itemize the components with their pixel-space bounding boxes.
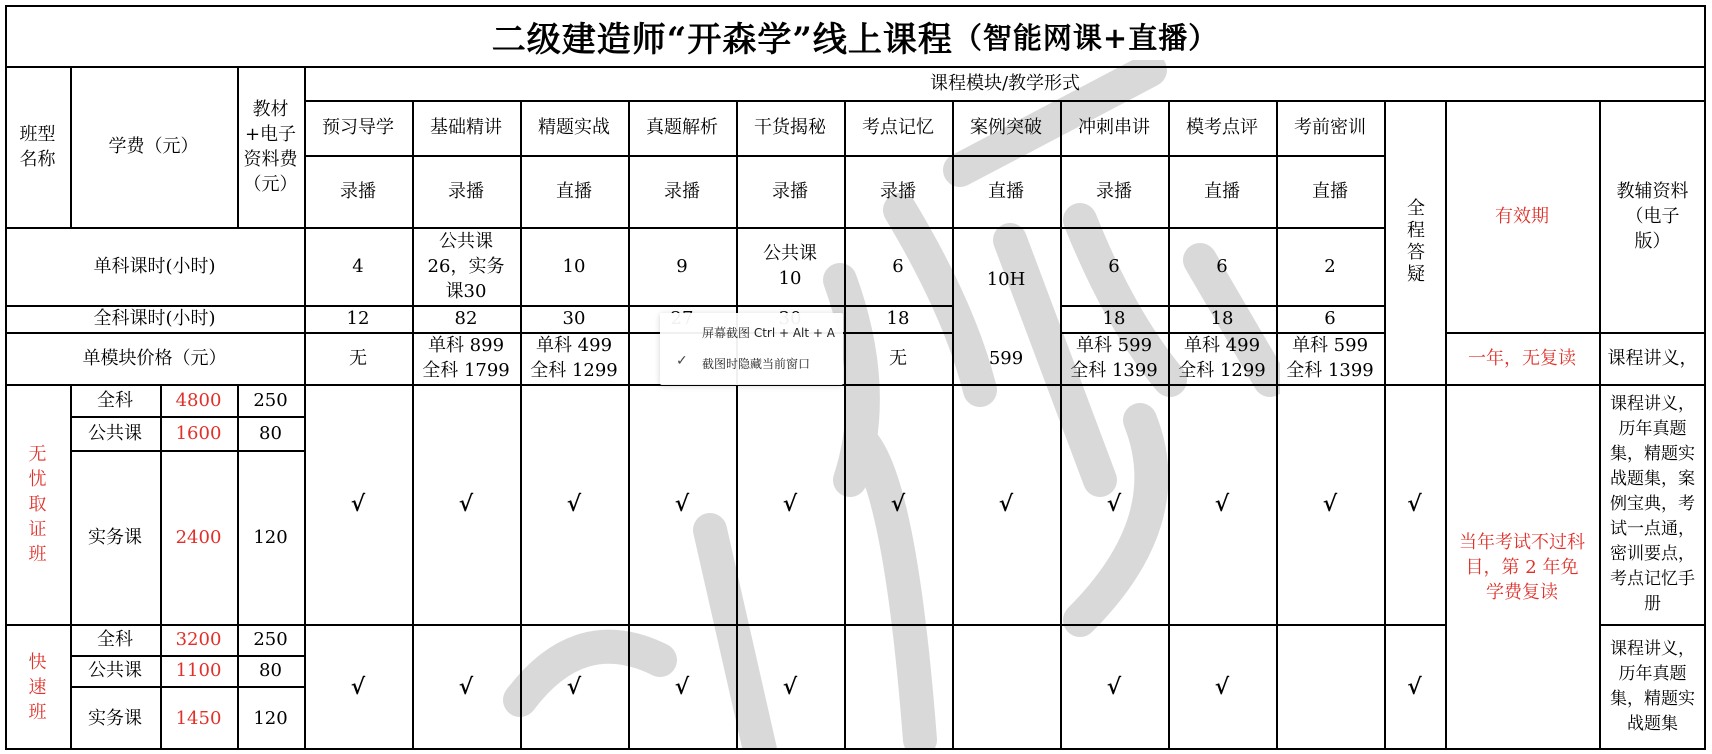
page-title-main: 二级建造师“开森学”线上课程 xyxy=(491,19,953,60)
module-form-3: 录播 xyxy=(664,180,700,202)
module-price-7 xyxy=(1060,332,1168,384)
module-name-3: 真题解析 xyxy=(646,117,718,138)
module-price-line1: 无 xyxy=(889,347,907,369)
price-row-validity: 一年，无复读 xyxy=(1468,347,1576,369)
module-total-hours-9: 6 xyxy=(1324,308,1336,329)
class-0-check-7: √ xyxy=(1106,490,1122,517)
class-0-check-2: √ xyxy=(566,490,582,517)
module-price-line2: 全科 1299 xyxy=(1178,360,1266,381)
class-1-check-8: √ xyxy=(1214,673,1230,700)
class-0-check-5: √ xyxy=(890,490,906,517)
class-1-qa: √ xyxy=(1407,673,1422,700)
page-title-suffix: （智能网课+直播） xyxy=(952,20,1219,55)
class-1-tier-label-0: 全科 xyxy=(97,629,133,650)
module-name-9: 考前密训 xyxy=(1294,117,1366,138)
class-1-materials: 课程讲义，历年真题集，精题实战题集 xyxy=(1610,639,1695,734)
module-total-hours-2: 30 xyxy=(562,308,586,329)
module-single-hours-4: 公共课 10 xyxy=(763,243,817,289)
class-0-check-0: √ xyxy=(350,490,366,517)
module-price-line1: 单科 899 xyxy=(427,335,505,356)
module-form-8: 直播 xyxy=(1204,180,1240,202)
class-1-check-7: √ xyxy=(1106,673,1122,700)
menu-item-hide-window[interactable] xyxy=(660,349,843,377)
class-0-tier-label-2: 实务课 xyxy=(88,526,142,548)
class-1-check-2: √ xyxy=(566,673,582,700)
module-price-line1: 单科 499 xyxy=(535,335,613,356)
module-price-line1: 单科 599 xyxy=(1075,335,1153,356)
class-1-tier-fee-0: 3200 xyxy=(175,629,222,650)
module-price-line2: 全科 1299 xyxy=(530,360,618,381)
class-1-check-5 xyxy=(844,624,952,750)
module-form-4: 录播 xyxy=(772,180,808,202)
class-1-tier-fee-1: 1100 xyxy=(175,660,222,681)
class-0-tier-fee-0: 4800 xyxy=(175,389,222,411)
class-0-qa: √ xyxy=(1407,490,1422,517)
module-price-8 xyxy=(1168,332,1276,384)
class-1-tier-label-1: 公共课 xyxy=(88,660,142,681)
module-single-hours-2: 10 xyxy=(562,255,586,277)
class-name-0: 无忧取证班 xyxy=(28,443,47,565)
class-name-1: 快速班 xyxy=(28,651,47,723)
class-1-tier-material-0: 250 xyxy=(253,629,288,650)
module-single-hours-5: 6 xyxy=(892,255,904,277)
class-0-check-4: √ xyxy=(782,490,798,517)
class-1-check-3: √ xyxy=(674,673,690,700)
module-single-hours-9: 2 xyxy=(1324,255,1336,277)
class-0-check-6: √ xyxy=(998,490,1014,517)
class-0-materials: 课程讲义，历年真题集，精题实战题集，案例宝典，考试一点通，密训要点，考点记忆手册 xyxy=(1610,393,1695,614)
header-material-fee: 教材+电子资料费（元） xyxy=(243,98,298,195)
module-single-hours-1: 公共课26，实务课30 xyxy=(427,230,505,302)
module-total-hours-7: 18 xyxy=(1102,308,1126,329)
row-label-single-hours: 单科课时(小时) xyxy=(93,255,216,277)
module-total-hours-5: 18 xyxy=(886,308,910,329)
module-price-line2: 全科 1799 xyxy=(422,360,510,381)
class-1-check-0: √ xyxy=(350,673,366,700)
class-0-check-9: √ xyxy=(1322,490,1338,517)
menu-item-screenshot-label: 屏幕截图 Ctrl + Alt + A xyxy=(702,325,835,340)
class-0-check-3: √ xyxy=(674,490,690,517)
class-0-tier-fee-2: 2400 xyxy=(175,526,222,548)
module-form-2: 直播 xyxy=(556,180,592,202)
row-label-total-hours: 全科课时(小时) xyxy=(93,308,216,329)
header-module-group: 课程模块/教学形式 xyxy=(929,72,1081,94)
module-name-5: 考点记忆 xyxy=(862,117,934,138)
class-0-tier-fee-1: 1600 xyxy=(175,422,222,444)
class-0-check-8: √ xyxy=(1214,490,1230,517)
module-price-line1: 无 xyxy=(349,347,367,369)
class-0-tier-material-1: 80 xyxy=(259,422,282,444)
module-single-hours-0: 4 xyxy=(352,255,364,277)
class-1-tier-label-2: 实务课 xyxy=(88,707,142,729)
module-form-6: 直播 xyxy=(988,180,1024,202)
header-fee: 学费（元） xyxy=(108,136,199,157)
module-price-line1: 单科 499 xyxy=(1183,335,1261,356)
module-single-hours-3: 9 xyxy=(676,255,688,277)
class-0-tier-material-2: 120 xyxy=(253,526,288,548)
header-materials: 教辅资料（电子版） xyxy=(1616,180,1689,252)
menu-item-screenshot[interactable] xyxy=(660,318,843,346)
module-price-0 xyxy=(304,332,412,384)
module-single-hours-8: 6 xyxy=(1216,255,1228,277)
price-row-materials: 课程讲义， xyxy=(1607,347,1698,369)
module-form-1: 录播 xyxy=(448,180,484,202)
header-validity: 有效期 xyxy=(1495,205,1549,227)
module-name-0: 预习导学 xyxy=(322,117,394,138)
module-price-6 xyxy=(952,332,1060,384)
module-form-9: 直播 xyxy=(1312,180,1348,202)
class-1-tier-material-2: 120 xyxy=(253,707,288,729)
module-name-2: 精题实战 xyxy=(538,117,610,138)
module-form-7: 录播 xyxy=(1096,180,1132,202)
module-price-line2: 全科 1399 xyxy=(1286,360,1374,381)
module-price-9 xyxy=(1276,332,1384,384)
class-0-check-1: √ xyxy=(458,490,474,517)
module-single-hours-7: 6 xyxy=(1108,255,1120,277)
class-1-check-9 xyxy=(1276,624,1384,750)
module-total-hours-0: 12 xyxy=(346,308,370,329)
header-qa: 全程答疑 xyxy=(1404,198,1425,286)
class-0-validity: 当年考试不过科目，第 2 年免学费复读 xyxy=(1459,531,1585,603)
module-price-line1: 单科 599 xyxy=(1291,335,1369,356)
screenshot-context-menu xyxy=(660,313,843,385)
module-name-7: 冲刺串讲 xyxy=(1078,117,1150,138)
class-1-tier-material-1: 80 xyxy=(259,660,282,681)
row-label-module-price: 单模块价格（元） xyxy=(82,347,227,369)
module-total-hours-8: 18 xyxy=(1210,308,1234,329)
module-single-hours-6: 10H xyxy=(986,269,1026,290)
check-icon: ✓ xyxy=(676,353,688,369)
module-name-8: 模考点评 xyxy=(1186,117,1258,138)
module-price-1 xyxy=(412,332,520,384)
module-name-6: 案例突破 xyxy=(970,117,1042,138)
module-total-hours-1: 82 xyxy=(454,308,478,329)
grid-line xyxy=(5,5,1706,7)
header-class-name: 班型名称 xyxy=(19,123,56,170)
class-1-check-4: √ xyxy=(782,673,798,700)
class-1-check-6 xyxy=(952,624,1060,750)
module-price-2 xyxy=(520,332,628,384)
menu-item-hide-window-label: 截图时隐藏当前窗口 xyxy=(702,356,811,371)
class-1-tier-fee-2: 1450 xyxy=(175,707,222,729)
module-name-4: 干货揭秘 xyxy=(754,117,826,138)
class-0-tier-label-0: 全科 xyxy=(97,389,133,411)
page-title xyxy=(4,6,1706,66)
module-price-line2: 全科 1399 xyxy=(1070,360,1158,381)
class-0-tier-label-1: 公共课 xyxy=(88,422,142,444)
module-name-1: 基础精讲 xyxy=(430,117,502,138)
class-0-tier-material-0: 250 xyxy=(253,389,288,411)
module-form-5: 录播 xyxy=(880,180,916,202)
class-1-check-1: √ xyxy=(458,673,474,700)
module-price-5 xyxy=(844,332,952,384)
module-price-line1: 599 xyxy=(988,347,1024,369)
module-form-0: 录播 xyxy=(340,180,376,202)
